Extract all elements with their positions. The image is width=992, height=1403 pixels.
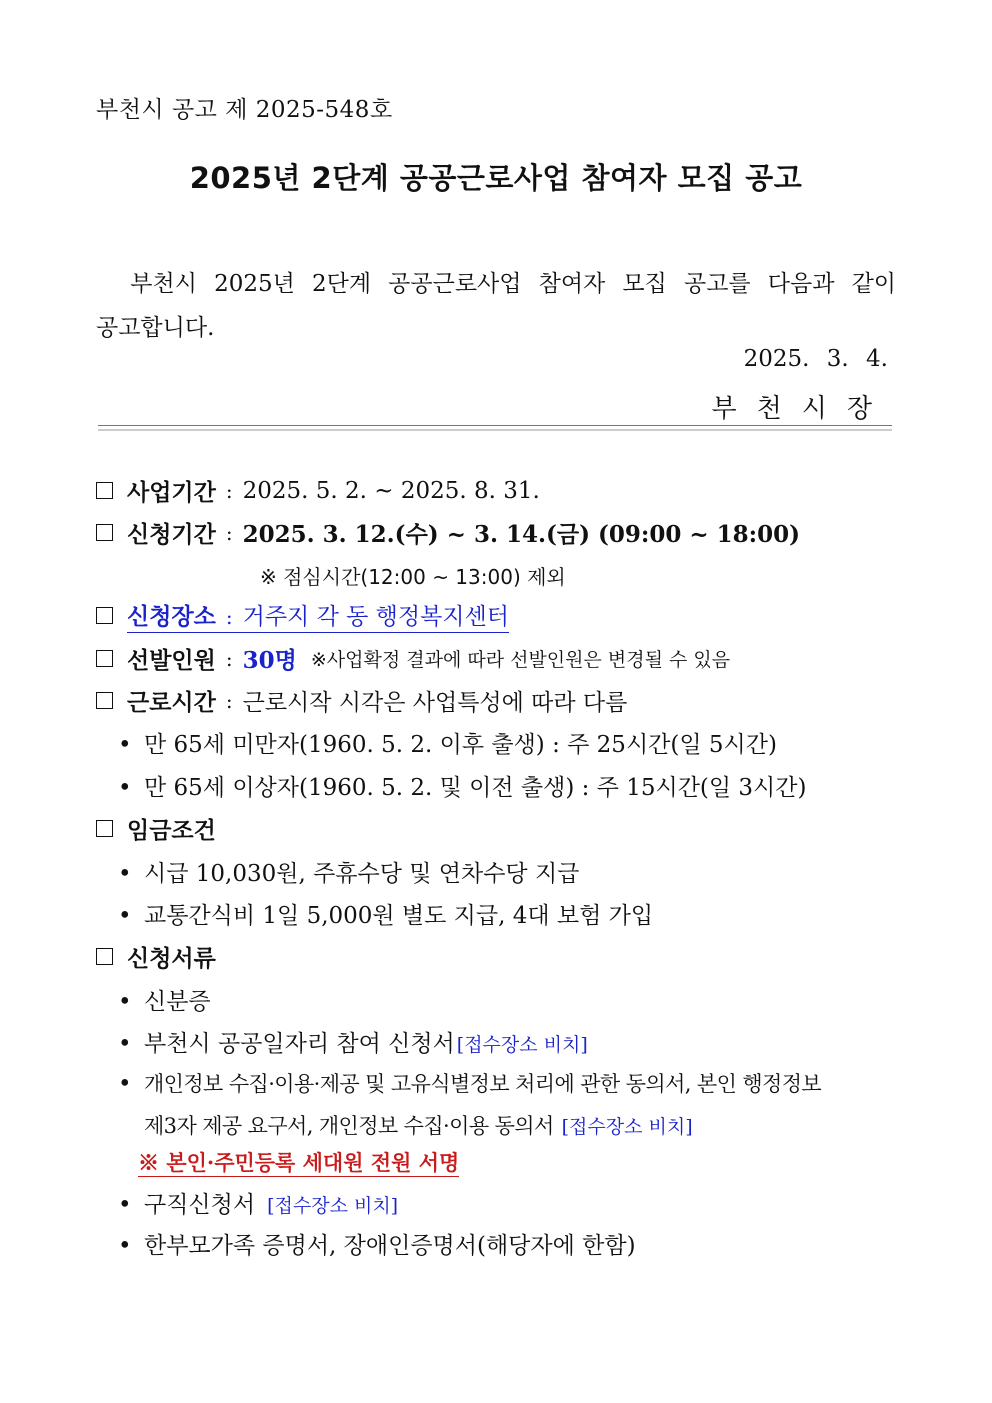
checkbox-square-icon — [96, 948, 113, 965]
section-value: 2025. 3. 12.(수) ~ 3. 14.(금) (09:00 ~ 18:00) — [242, 521, 801, 548]
section-application-period — [96, 516, 800, 549]
section-selection — [96, 642, 730, 675]
bring-note: [접수장소 비치] — [267, 1195, 399, 1217]
checkbox-square-icon — [96, 607, 113, 624]
list-item: • 구직신청서 [접수장소 비치] — [118, 1192, 399, 1218]
list-item: • 만 65세 이상자(1960. 5. 2. 및 이전 출생) : 주 15시간(일 3시간) — [118, 775, 807, 801]
issuer: 부천시장 — [711, 394, 892, 424]
page-title: 2025년 2단계 공공근로사업 참여자 모집 공고 — [189, 161, 803, 195]
bullet-icon: • — [118, 775, 132, 801]
signature-warning: ※ 본인·주민등록 세대원 전원 서명 — [138, 1150, 460, 1175]
checkbox-square-icon — [96, 650, 113, 667]
list-item: • 한부모가족 증명서, 장애인증명서(해당자에 한함) — [118, 1233, 636, 1259]
colon: : — [225, 478, 233, 503]
notice-number: 부천시 공고 제 2025-548호 — [96, 97, 393, 123]
bullet-icon: • — [118, 1071, 131, 1097]
location-underlined — [127, 598, 509, 633]
bring-note: [접수장소 비치] — [456, 1034, 588, 1056]
list-item: • 만 65세 미만자(1960. 5. 2. 이후 출생) : 주 25시간(일 5시간) — [118, 732, 777, 758]
intro-line-2: 공고합니다. — [96, 315, 215, 341]
section-label: 근로시간 — [127, 689, 216, 716]
bullet-icon: • — [118, 732, 132, 758]
section-value: 2025. 5. 2. ~ 2025. 8. 31. — [242, 477, 540, 504]
section-label: 신청장소 — [127, 603, 216, 630]
selection-note: ※사업확정 결과에 따라 선발인원은 변경될 수 있음 — [310, 649, 731, 671]
checkbox-square-icon — [96, 692, 113, 709]
bring-note: [접수장소 비치] — [561, 1116, 693, 1138]
section-value: 근로시작 시각은 사업특성에 따라 다름 — [242, 690, 628, 716]
section-documents — [96, 940, 216, 973]
section-label: 선발인원 — [127, 647, 216, 674]
colon: : — [225, 646, 233, 671]
section-label: 임금조건 — [127, 817, 216, 844]
bullet-icon: • — [118, 1031, 132, 1057]
colon: : — [225, 688, 233, 713]
bullet-icon: • — [118, 1233, 132, 1259]
checkbox-square-icon — [96, 482, 113, 499]
section-location — [96, 598, 509, 633]
lunch-note: ※ 점심시간(12:00 ~ 13:00) 제외 — [260, 565, 566, 589]
checkbox-square-icon — [96, 524, 113, 541]
bullet-icon: • — [118, 989, 132, 1015]
colon: : — [225, 520, 233, 545]
section-label: 신청기간 — [127, 521, 216, 548]
bullet-icon: • — [118, 1192, 132, 1218]
list-item: • 개인정보 수집·이용·제공 및 고유식별정보 처리에 관한 동의서, 본인 행정정보 — [118, 1071, 822, 1097]
list-item: • 부천시 공공일자리 참여 신청서 [접수장소 비치] — [118, 1031, 588, 1057]
intro-line-1: 부천시 2025년 2단계 공공근로사업 참여자 모집 공고를 다음과 같이 — [130, 271, 896, 297]
list-item: • 신분증 — [118, 989, 211, 1015]
bullet-icon: • — [118, 861, 132, 887]
list-item: • 시급 10,030원, 주휴수당 및 연차수당 지급 — [118, 861, 580, 887]
list-item-continuation: 제3자 제공 요구서, 개인정보 수집·이용 동의서 [접수장소 비치] — [144, 1114, 693, 1138]
bullet-icon: • — [118, 903, 132, 929]
list-item: • 교통간식비 1일 5,000원 별도 지급, 4대 보험 가입 — [118, 903, 654, 929]
divider — [98, 425, 892, 431]
section-label: 사업기간 — [127, 479, 216, 506]
section-value: 거주지 각 동 행정복지센터 — [242, 604, 509, 630]
section-label: 신청서류 — [127, 945, 216, 972]
notice-date: 2025. 3. 4. — [743, 346, 888, 372]
section-wages — [96, 812, 216, 845]
section-hours — [96, 684, 627, 717]
selection-count: 30명 — [242, 647, 297, 674]
colon: : — [225, 605, 233, 629]
checkbox-square-icon — [96, 820, 113, 837]
section-period — [96, 474, 540, 507]
